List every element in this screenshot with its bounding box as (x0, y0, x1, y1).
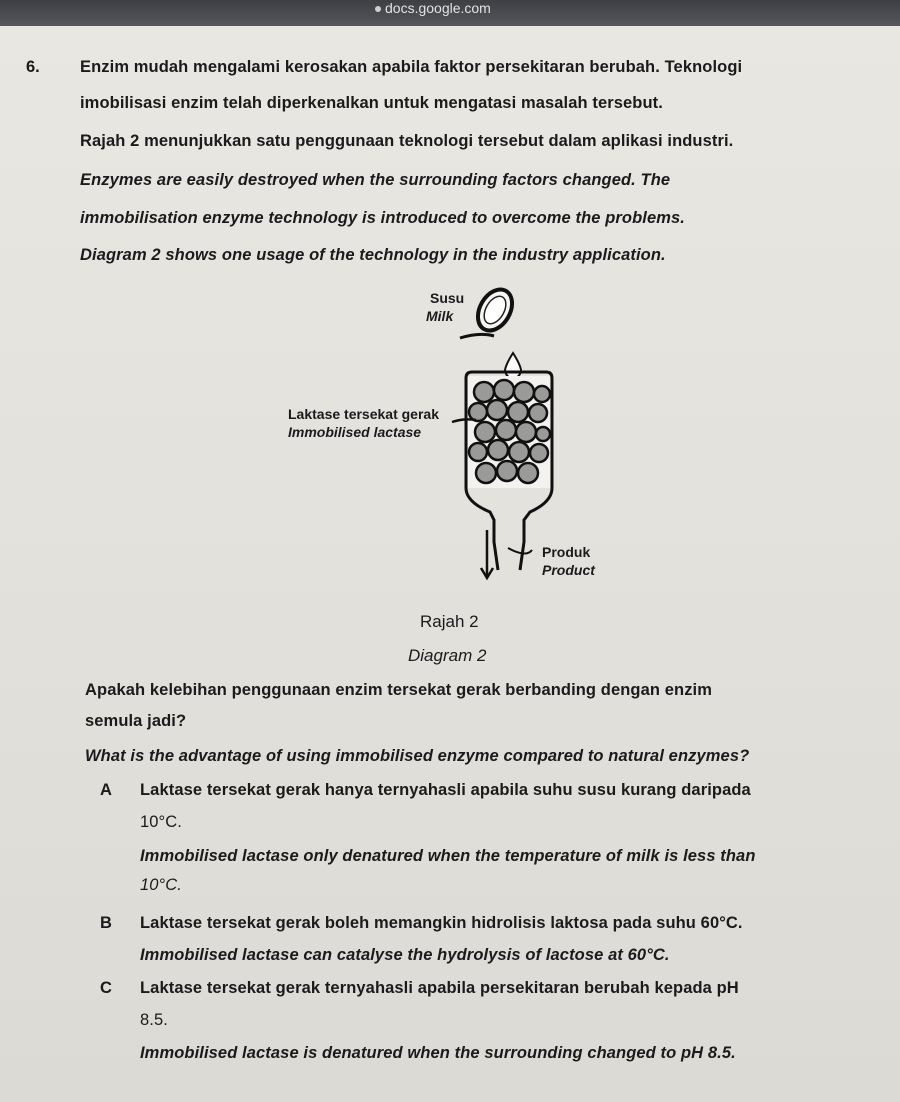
milk-label-en: Milk (426, 308, 454, 324)
lactase-label-ms: Laktase tersekat gerak (288, 406, 439, 422)
diagram-2 (280, 280, 620, 600)
product-label-ms: Produk (542, 544, 591, 560)
lactase-label-en: Immobilised lactase (288, 424, 422, 440)
diagram-caption-ms: Rajah 2 (420, 612, 479, 631)
question-ms-line-2: imobilisasi enzim telah diperkenalkan untuk mengatasi masalah tersebut. (80, 94, 663, 112)
milk-label-ms: Susu (430, 290, 465, 306)
question-ms-line-3: Rajah 2 menunjukkan satu penggunaan teknologi tersebut dalam aplikasi industri. (80, 132, 734, 150)
option-b-en-line-1: Immobilised lactase can catalyse the hydrolysis of lactose at 60°C. (140, 946, 670, 964)
product-label-en: Product (542, 562, 595, 578)
option-a-en-line-1: Immobilised lactase only denatured when the temperature of milk is less than (140, 847, 756, 865)
product-pointer-line (508, 548, 532, 554)
milk-bottle-icon (471, 283, 519, 336)
milk-pointer-line (460, 334, 494, 338)
url-display[interactable] (375, 0, 491, 18)
option-a-ms-line-1: Laktase tersekat gerak hanya ternyahasli apabila suhu susu kurang daripada (140, 781, 751, 799)
option-a-en-line-2: 10°C. (140, 876, 182, 894)
prompt-ms-line-1: Apakah kelebihan penggunaan enzim tersekat gerak berbanding dengan enzim (85, 681, 713, 699)
prompt-ms-line-2: semula jadi? (85, 712, 187, 730)
url-text: docs.google.com (385, 0, 491, 16)
secure-dot-icon (375, 6, 381, 12)
question-number: 6. (26, 58, 40, 76)
browser-top-bar (0, 0, 900, 26)
option-c-letter[interactable]: C (100, 979, 112, 997)
option-a-letter[interactable]: A (100, 781, 112, 799)
option-c-en-line-1: Immobilised lactase is denatured when the surrounding changed to pH 8.5. (140, 1044, 736, 1062)
diagram-caption-en: Diagram 2 (408, 646, 487, 665)
option-a-ms-line-2: 10°C. (140, 813, 182, 831)
option-b-letter[interactable]: B (100, 914, 112, 932)
question-en-line-1: Enzymes are easily destroyed when the surrounding factors changed. The (80, 171, 671, 189)
prompt-en: What is the advantage of using immobilised enzyme compared to natural enzymes? (85, 747, 750, 765)
question-en-line-3: Diagram 2 shows one usage of the technology in the industry application. (80, 246, 666, 264)
option-c-ms-line-1: Laktase tersekat gerak ternyahasli apabila persekitaran berubah kepada pH (140, 979, 739, 997)
milk-drop-icon (505, 353, 521, 378)
option-b-ms-line-1: Laktase tersekat gerak boleh memangkin hidrolisis laktosa pada suhu 60°C. (140, 914, 743, 932)
question-ms-line-1: Enzim mudah mengalami kerosakan apabila faktor persekitaran berubah. Teknologi (80, 58, 743, 76)
option-c-ms-line-2: 8.5. (140, 1011, 168, 1029)
question-en-line-2: immobilisation enzyme technology is introduced to overcome the problems. (80, 209, 685, 227)
